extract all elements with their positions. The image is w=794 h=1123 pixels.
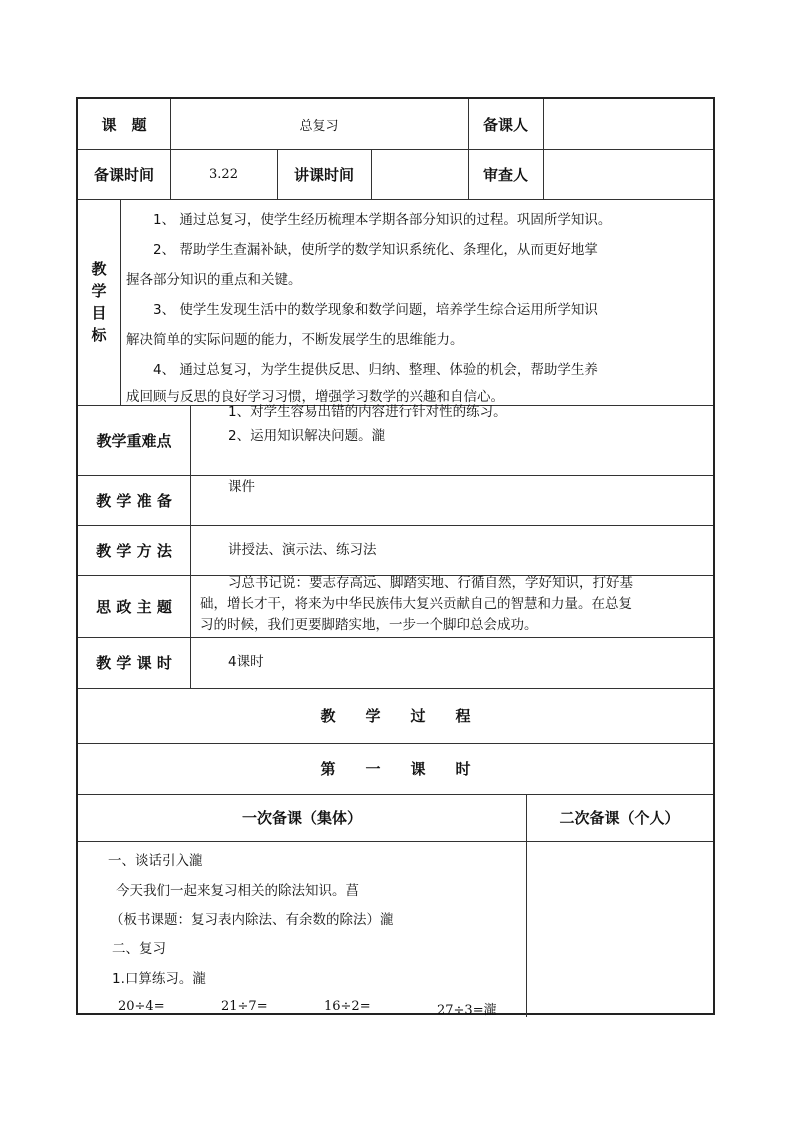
hours-value: 4课时 (228, 654, 264, 670)
math-item: 27÷3=瀧 (437, 1003, 497, 1018)
objective-line: 4、 通过总复习，为学生提供反思、归纳、整理、体验的机会，帮助学生养 (126, 362, 598, 378)
lesson-title: 第 一 课 时 (320, 760, 471, 778)
lesson-line: 1.口算练习。瀧 (112, 971, 206, 987)
prep-time-value: 3.22 (209, 166, 238, 182)
ideology-label: 思 政 主 题 (96, 597, 172, 616)
topic-label: 课 题 (101, 115, 147, 134)
method-value: 讲授法、演示法、练习法 (228, 542, 377, 558)
objectives-label (78, 199, 120, 405)
lecture-time-label: 讲课时间 (293, 165, 354, 184)
lesson-line: 今天我们一起来复习相关的除法知识。菖 (116, 883, 359, 899)
prep-time-label: 备课时间 (93, 165, 154, 184)
rule (190, 405, 191, 688)
objective-line: 1、 通过总复习，使学生经历梳理本学期各部分知识的过程。巩固所学知识。 (126, 212, 612, 228)
objectives-label-char: 教 (91, 260, 107, 278)
math-item: 21÷7= (221, 999, 268, 1014)
reviewer-label: 审查人 (482, 165, 528, 184)
method-label: 教 学 方 法 (96, 541, 172, 560)
ideology-line: 习的时候，我们更要脚踏实地，一步一个脚印总会成功。 (200, 617, 538, 633)
reviewer-value (543, 149, 713, 199)
lesson-line: 二、复习 (112, 941, 166, 957)
key-point-line: 2、运用知识解决问题。瀧 (228, 428, 386, 444)
objectives-label-char: 学 (91, 282, 107, 300)
lesson-plan-sheet (76, 97, 715, 1018)
ideology-line: 础，增长才干，将来为中华民族伟大复兴贡献自己的智慧和力量。在总复 (200, 596, 632, 612)
process-title: 教 学 过 程 (320, 707, 471, 725)
preparation-label: 教 学 准 备 (96, 491, 172, 510)
objective-line: 2、 帮助学生查漏补缺，使所学的数学知识系统化、条理化，从而更好地掌 (126, 242, 598, 258)
objective-line: 成回顾与反思的良好学习习惯，增强学习数学的兴趣和自信心。 (126, 389, 504, 405)
collective-header: 一次备课（集体） (241, 809, 362, 827)
preparation-value: 课件 (228, 479, 255, 495)
lecture-time-value (371, 149, 468, 199)
ideology-line: 习总书记说：要志存高远、脚踏实地、行循自然，学好知识，打好基 (228, 575, 633, 591)
key-points-label: 教学重难点 (96, 431, 172, 450)
math-item: 16÷2= (324, 999, 371, 1014)
objectives-label-char: 标 (91, 326, 107, 344)
key-point-line: 1、对学生容易出错的内容进行针对性的练习。 (228, 404, 507, 420)
preparer-label: 备课人 (482, 115, 528, 134)
lesson-line: 一、谈话引入瀧 (108, 853, 203, 869)
lesson-line: （板书课题：复习表内除法、有余数的除法）瀧 (110, 912, 394, 928)
objectives-label-char: 目 (91, 304, 107, 322)
objective-line: 解决简单的实际问题的能力，不断发展学生的思维能力。 (126, 332, 464, 348)
preparer-value (543, 99, 713, 149)
math-item: 20÷4= (118, 999, 165, 1014)
rule (78, 199, 713, 200)
objective-line: 3、 使学生发现生活中的数学现象和数学问题，培养学生综合运用所学知识 (126, 302, 598, 318)
rule (78, 841, 713, 842)
personal-header: 二次备课（个人） (559, 809, 680, 827)
hours-label: 教 学 课 时 (96, 654, 172, 672)
topic-value: 总复习 (299, 118, 339, 134)
rule (120, 199, 121, 405)
objective-line: 握各部分知识的重点和关键。 (126, 272, 302, 288)
